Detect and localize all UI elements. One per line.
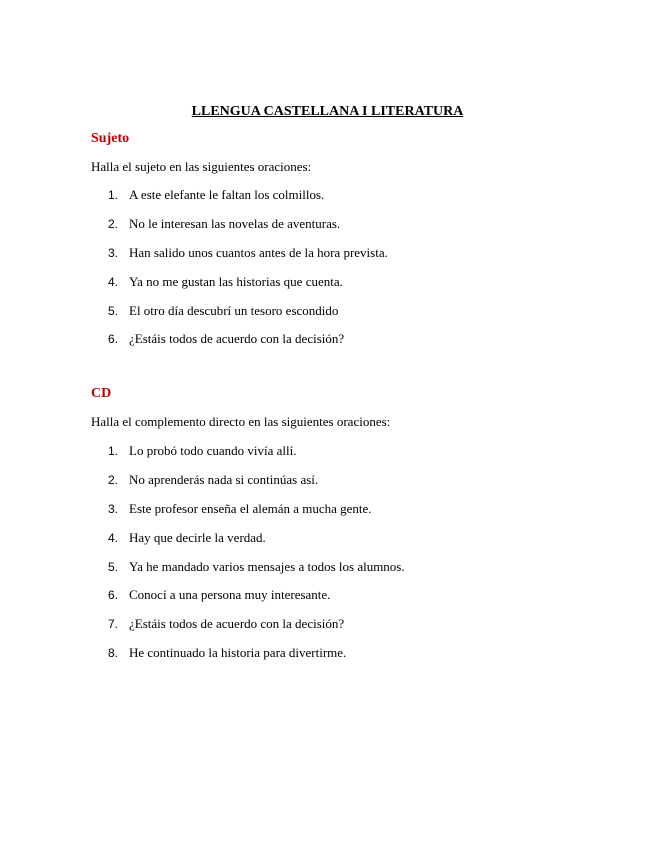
item-number: 1. [108,444,119,458]
item-number: 5. [108,559,119,574]
item-text: ¿Estáis todos de acuerdo con la decisión? [129,331,345,347]
item-text: Lo probó todo cuando vivía allí. [129,443,297,458]
document-title: LLENGUA CASTELLANA I LITERATURA [191,104,464,119]
item-number: 4. [108,530,119,545]
item-number: 2. [108,216,119,231]
section-heading-sujeto: Sujeto [91,131,130,146]
item-number: 7. [108,617,119,632]
item-text: Conocí a una persona muy interesante. [129,587,331,603]
section-intro-cd: Halla el complemento directo en las siguientes oraciones: [91,414,391,429]
item-number: 4. [108,274,119,289]
item-number: 6. [108,332,119,347]
item-text: ¿Estáis todos de acuerdo con la decisión? [129,616,345,632]
item-number: 3. [108,245,119,260]
item-text: Ya he mandado varios mensajes a todos los alumnos. [129,558,405,574]
section-heading-cd: CD [91,386,112,401]
item-text: Han salido unos cuantos antes de la hora prevista. [129,244,388,260]
section-intro-sujeto: Halla el sujeto en las siguientes oraciones: [91,159,312,174]
item-text: A este elefante le faltan los colmillos. [129,187,325,202]
item-text: Ya no me gustan las historias que cuenta. [129,273,343,289]
item-text: No aprenderás nada si continúas así. [129,471,319,487]
item-text: Hay que decirle la verdad. [129,529,266,545]
item-text: No le interesan las novelas de aventuras. [129,215,341,231]
item-number: 6. [108,588,119,603]
item-text: El otro día descubrí un tesoro escondido [129,302,339,318]
item-number: 2. [108,472,119,487]
item-number: 8. [108,646,119,661]
item-number: 3. [108,501,119,516]
item-number: 5. [108,303,119,318]
item-text: Este profesor enseña el alemán a mucha gente. [129,500,372,516]
item-number: 1. [108,188,119,202]
item-text: He continuado la historia para divertirme. [129,645,347,661]
